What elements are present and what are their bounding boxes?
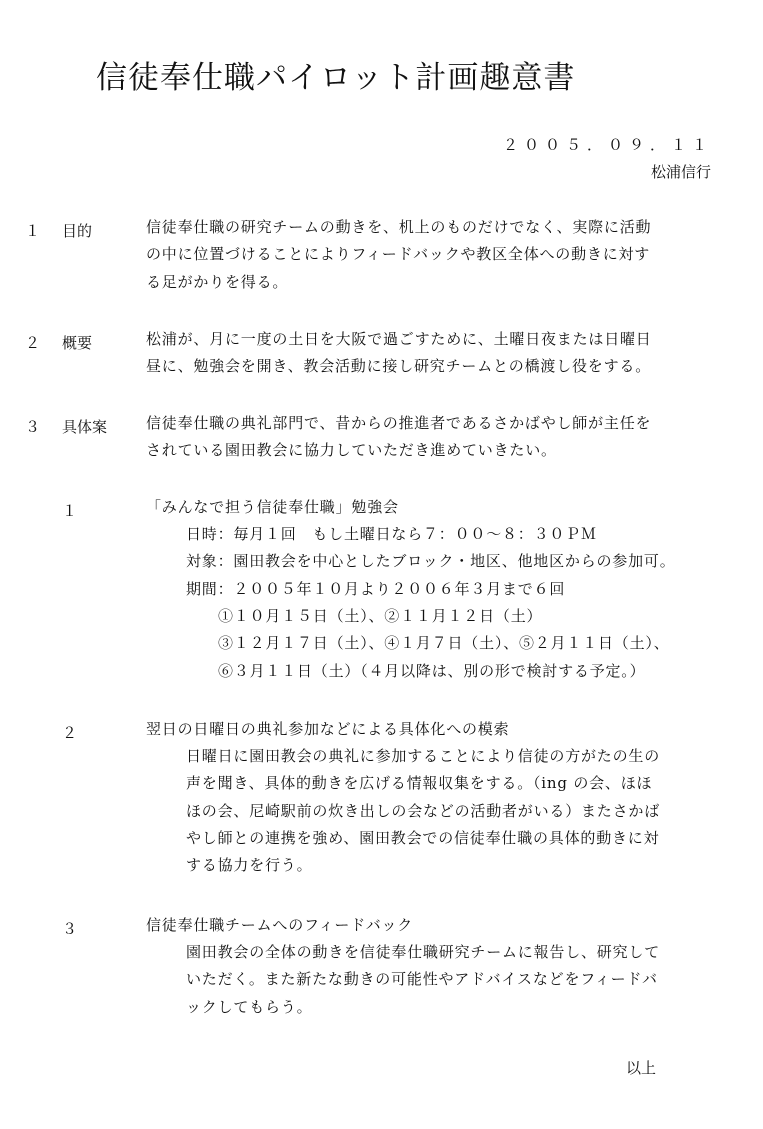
section-label-overview: 概要 [62, 334, 93, 352]
session-dates-line: ⑥３月１１日（土）（４月以降は、別の形で検討する予定。） [218, 661, 646, 680]
subsection-body-feedback [186, 939, 660, 1021]
subsection-line: する協力を行う。 [186, 856, 313, 875]
section-line: 松浦が、月に一度の土日を大阪で過ごすために、土曜日夜または日曜日 [146, 330, 652, 348]
subsection-line: ックしてもらう。 [186, 997, 313, 1016]
subsection-line: いただく。また新たな動きの可能性やアドバイスなどをフィードバ [186, 970, 658, 989]
schedule-line: 日時：毎月１回 もし土曜日なら７：００～８：３０ＰＭ [186, 525, 597, 543]
subsection-number: １ [62, 502, 78, 520]
session-dates-line: ③１２月１７日（土）、④１月７日（土）、⑤２月１１日（土）、 [218, 634, 670, 653]
subsection-line: ほの会、尼崎駅前の炊き出しの会などの活動者がいる）またさかば [186, 801, 661, 820]
document-title: 信徒奉仕職パイロット計画趣意書 [96, 60, 576, 96]
session-dates [218, 603, 670, 685]
closing-mark: 以上 [626, 1059, 657, 1077]
subsection-line: 声を聞き、具体的動きを広げる情報収集をする。（ing の会、ほほ [186, 774, 653, 793]
subsection-heading-feedback: 信徒奉仕職チームへのフィードバック [146, 916, 414, 934]
section-line: されている園田教会に協力していただき進めていきたい。 [146, 441, 557, 460]
section-line: 信徒奉仕職の典礼部門で、昔からの推進者であるさかばやし師が主任を [146, 414, 652, 432]
subsection-heading-study-group: 「みんなで担う信徒奉仕職」勉強会 [146, 498, 399, 516]
section-line: 信徒奉仕職の研究チームの動きを、机上のものだけでなく、実際に活動 [146, 218, 652, 236]
subsection-line: やし師との連携を強め、園田教会での信徒奉仕職の具体的動きに対 [186, 828, 660, 847]
section-line: 昼に、勉強会を開き、教会活動に接し研究チームとの橋渡し役をする。 [146, 357, 652, 376]
section-body-purpose [146, 214, 651, 296]
target-line: 対象：園田教会を中心としたブロック・地区、他地区からの参加可。 [186, 552, 676, 571]
subsection-line: 園田教会の全体の動きを信徒奉仕職研究チームに報告し、研究して [186, 943, 661, 961]
section-body-plan [146, 410, 651, 465]
section-number: ２ [25, 334, 41, 352]
period-line: 期間：２００５年１０月より２００６年３月まで６回 [186, 579, 566, 598]
document-date: ２００５．０９．１１ [502, 136, 713, 154]
subsection-number: ２ [62, 724, 78, 742]
section-number: ３ [25, 418, 41, 436]
section-line: る足がかりを得る。 [146, 272, 289, 291]
section-body-overview [146, 326, 652, 381]
subsection-number: ３ [62, 920, 78, 938]
section-label-plan: 具体案 [62, 418, 108, 436]
document-author: 松浦信行 [650, 163, 711, 181]
subsection-heading-liturgy: 翌日の日曜日の典礼参加などによる具体化への模索 [146, 720, 510, 738]
section-label-purpose: 目的 [62, 222, 93, 240]
subsection-line: 日曜日に園田教会の典礼に参加することにより信徒の方がたの生の [186, 747, 661, 765]
subsection-body-study-group [186, 521, 676, 603]
session-dates-line: ①１０月１５日（土）、②１１月１２日（土） [218, 607, 543, 625]
subsection-body-liturgy [186, 743, 660, 879]
section-number: １ [25, 222, 41, 240]
section-line: の中に位置づけることによりフィードバックや教区全体への動きに対す [146, 245, 651, 264]
